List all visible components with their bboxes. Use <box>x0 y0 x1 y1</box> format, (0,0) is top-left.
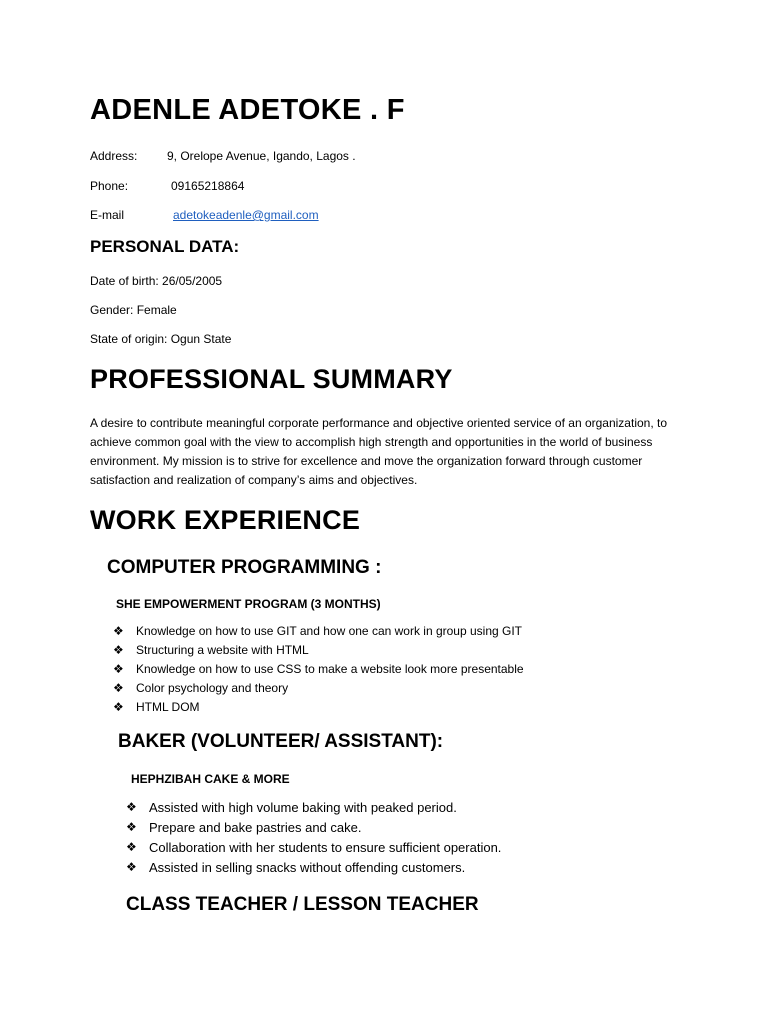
list-item <box>113 700 613 719</box>
professional-summary-heading: PROFESSIONAL SUMMARY <box>90 364 453 394</box>
diamond-bullet-icon: ❖ <box>113 624 124 638</box>
list-item <box>126 800 626 820</box>
list-item <box>113 662 613 681</box>
list-item <box>113 643 613 662</box>
diamond-bullet-icon: ❖ <box>113 700 124 714</box>
diamond-bullet-icon: ❖ <box>113 681 124 695</box>
email-link[interactable]: adetokeadenle@gmail.com <box>173 208 319 222</box>
bullet-text: Knowledge on how to use GIT and how one can work in group using GIT <box>136 624 523 638</box>
bullet-text: Prepare and bake pastries and cake. <box>149 820 362 835</box>
baker-bullet-list <box>126 800 626 880</box>
bullet-text: Knowledge on how to use CSS to make a website look more presentable <box>136 662 524 676</box>
bullet-text: Color psychology and theory <box>136 681 289 695</box>
candidate-name: ADENLE ADETOKE . F <box>90 94 405 126</box>
date-of-birth: Date of birth: 26/05/2005 <box>90 274 223 288</box>
diamond-bullet-icon: ❖ <box>126 820 137 834</box>
diamond-bullet-icon: ❖ <box>126 860 137 874</box>
job-title-computer-programming: COMPUTER PROGRAMMING : <box>107 557 382 578</box>
list-item <box>113 681 613 700</box>
state-of-origin: State of origin: Ogun State <box>90 332 232 346</box>
address-label: Address: <box>90 149 138 163</box>
job-org-hephzibah: HEPHZIBAH CAKE & MORE <box>131 772 290 786</box>
list-item <box>126 860 626 880</box>
work-experience-heading: WORK EXPERIENCE <box>90 505 361 535</box>
bullet-text: Assisted with high volume baking with peaked period. <box>149 800 457 815</box>
diamond-bullet-icon: ❖ <box>126 840 137 854</box>
bullet-text: HTML DOM <box>136 700 200 714</box>
gender: Gender: Female <box>90 303 177 317</box>
programming-bullet-list <box>113 624 613 719</box>
list-item <box>126 840 626 860</box>
phone-value: 09165218864 <box>171 179 245 193</box>
bullet-text: Structuring a website with HTML <box>136 643 309 657</box>
diamond-bullet-icon: ❖ <box>113 662 124 676</box>
bullet-text: Collaboration with her students to ensure sufficient operation. <box>149 840 502 855</box>
bullet-text: Assisted in selling snacks without offending customers. <box>149 860 466 875</box>
list-item <box>126 820 626 840</box>
list-item <box>113 624 613 643</box>
job-title-baker: BAKER (VOLUNTEER/ ASSISTANT): <box>118 731 444 752</box>
job-org-she-empowerment: SHE EMPOWERMENT PROGRAM (3 MONTHS) <box>116 597 381 611</box>
email-label: E-mail <box>90 208 125 222</box>
diamond-bullet-icon: ❖ <box>113 643 124 657</box>
personal-data-heading: PERSONAL DATA: <box>90 237 240 256</box>
address-value: 9, Orelope Avenue, Igando, Lagos . <box>167 149 356 163</box>
diamond-bullet-icon: ❖ <box>126 800 137 814</box>
phone-label: Phone: <box>90 179 129 193</box>
professional-summary-text: A desire to contribute meaningful corporate performance and objective oriented service of an organization, to achieve common goal with the view to accomplish high strength and opportunities in the world of business environment. My mission is to strive for excellence and move the organization forward through customer satisfaction and realization of company’s aims and objectives. <box>90 416 668 487</box>
job-title-class-teacher: CLASS TEACHER / LESSON TEACHER <box>126 894 479 915</box>
